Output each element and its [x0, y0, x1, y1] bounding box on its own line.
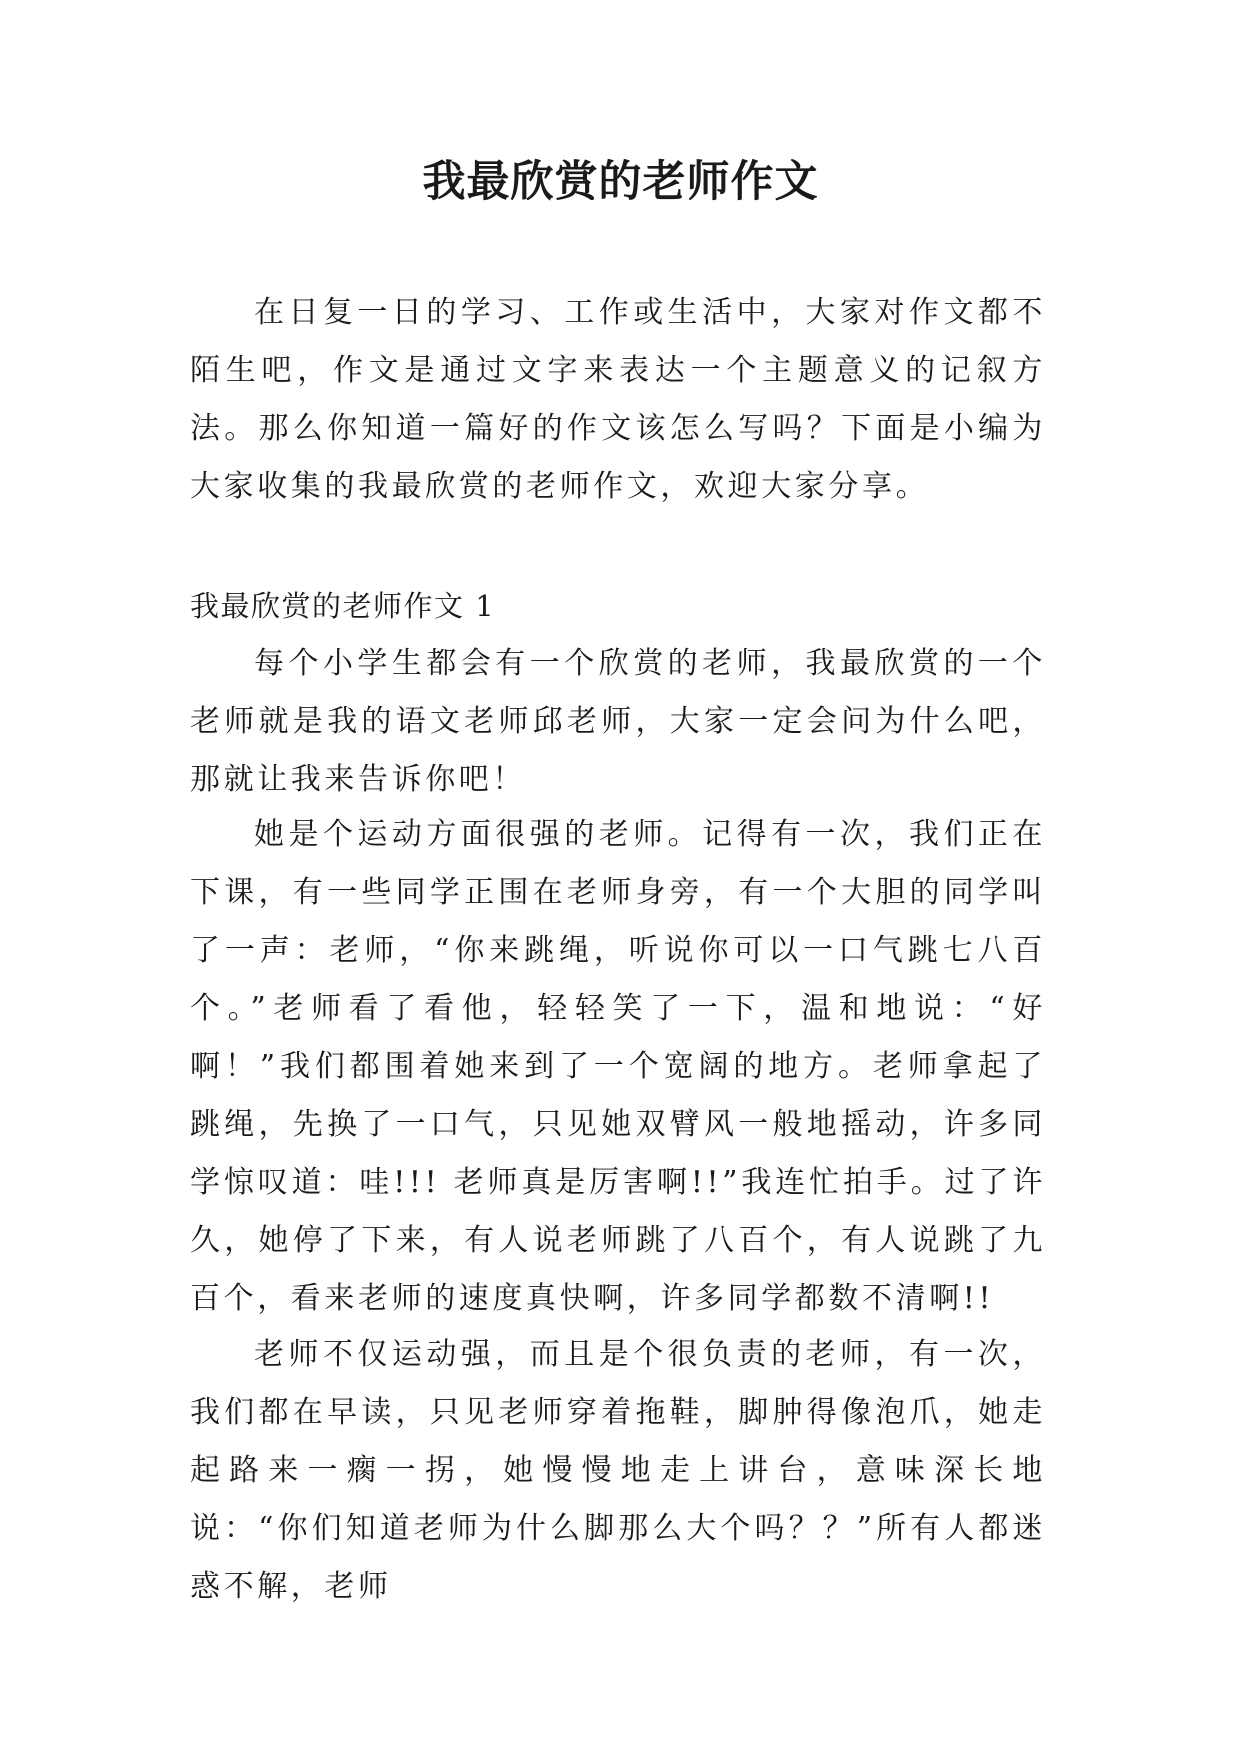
body-paragraph-1: 每个小学生都会有一个欣赏的老师，我最欣赏的一个老师就是我的语文老师邱老师，大家一定会问为什么吧，那就让我来告诉你吧！ — [190, 646, 1046, 797]
intro-paragraph: 在日复一日的学习、工作或生活中，大家对作文都不陌生吧，作文是通过文字来表达一个主题意义的记叙方法。那么你知道一篇好的作文该怎么写吗？下面是小编为大家收集的我最欣赏的老师作文，欢迎大家分享。 — [190, 295, 1046, 504]
body-paragraph-2: 她是个运动方面很强的老师。记得有一次，我们正在下课，有一些同学正围在老师身旁，有一个大胆的同学叫了一声：老师，“你来跳绳，听说你可以一口气跳七八百个。”老师看了看他，轻轻笑了一下，温和地说：“好啊！”我们都围着她来到了一个宽阔的地方。老师拿起了跳绳，先换了一口气，只见她双臂风一般地摇动，许多同学惊叹道：哇!!! 老师真是厉害啊!!”我连忙拍手。过了许久，她停了下来，有人说老师跳了八百个，有人说跳了九百个，看来老师的速度真快啊，许多同学都数不清啊!! — [190, 817, 1046, 1316]
body-paragraph-3: 老师不仅运动强，而且是个很负责的老师，有一次，我们都在早读，只见老师穿着拖鞋，脚肿得像泡爪，她走起路来一瘸一拐，她慢慢地走上讲台，意味深长地说：“你们知道老师为什么脚那么大个吗？？”所有人都迷惑不解，老师 — [190, 1337, 1046, 1604]
section-heading: 我最欣赏的老师作文 1 — [190, 589, 496, 623]
document-title: 我最欣赏的老师作文 — [422, 157, 819, 207]
